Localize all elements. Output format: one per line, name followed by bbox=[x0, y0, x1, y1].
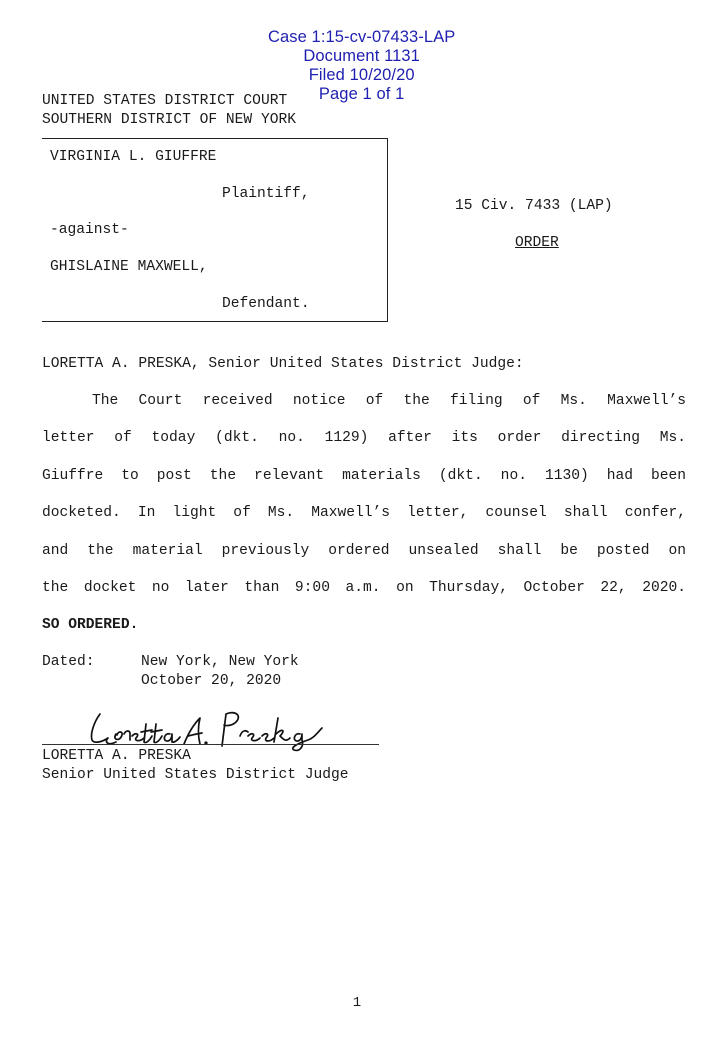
body-line-2: letter of today (dkt. no. 1129) after its order directing Ms. bbox=[42, 430, 686, 446]
body-line-1: The Court received notice of the filing of Ms. Maxwell’s bbox=[92, 393, 686, 409]
body-line-5: and the material previously ordered unsealed shall be posted on bbox=[42, 543, 686, 559]
signature-line bbox=[42, 744, 379, 745]
dated-place: New York, New York bbox=[141, 654, 299, 670]
body-line-4: docketed. In light of Ms. Maxwell’s letter, counsel shall confer, bbox=[42, 505, 686, 521]
ecf-document-number: Document 1131 bbox=[303, 47, 420, 65]
signer-name: LORETTA A. PRESKA bbox=[42, 748, 191, 764]
judge-heading: LORETTA A. PRESKA, Senior United States District Judge: bbox=[42, 356, 524, 372]
case-number: 15 Civ. 7433 (LAP) bbox=[455, 198, 613, 214]
so-ordered: SO ORDERED. bbox=[42, 617, 139, 633]
defendant-role: Defendant. bbox=[222, 296, 310, 312]
defendant-name: GHISLAINE MAXWELL, bbox=[50, 259, 208, 275]
ecf-filed-date: Filed 10/20/20 bbox=[308, 66, 415, 84]
ecf-page-count: Page 1 of 1 bbox=[318, 85, 405, 103]
dated-date: October 20, 2020 bbox=[141, 673, 282, 689]
ecf-header bbox=[0, 9, 714, 104]
court-name-line2: SOUTHERN DISTRICT OF NEW YORK bbox=[42, 112, 296, 128]
court-name-line1: UNITED STATES DISTRICT COURT bbox=[42, 93, 288, 109]
ecf-case-number: Case 1:15-cv-07433-LAP bbox=[267, 28, 456, 46]
page-number: 1 bbox=[352, 995, 362, 1011]
signer-title: Senior United States District Judge bbox=[42, 767, 349, 783]
plaintiff-name: VIRGINIA L. GIUFFRE bbox=[50, 149, 217, 165]
body-line-6: the docket no later than 9:00 a.m. on Thursday, October 22, 2020. bbox=[42, 580, 686, 596]
document-title: ORDER bbox=[515, 235, 559, 251]
dated-label: Dated: bbox=[42, 654, 95, 670]
body-line-3: Giuffre to post the relevant materials (dkt. no. 1130) had been bbox=[42, 468, 686, 484]
against-label: -against- bbox=[50, 222, 129, 238]
plaintiff-role: Plaintiff, bbox=[222, 186, 310, 202]
